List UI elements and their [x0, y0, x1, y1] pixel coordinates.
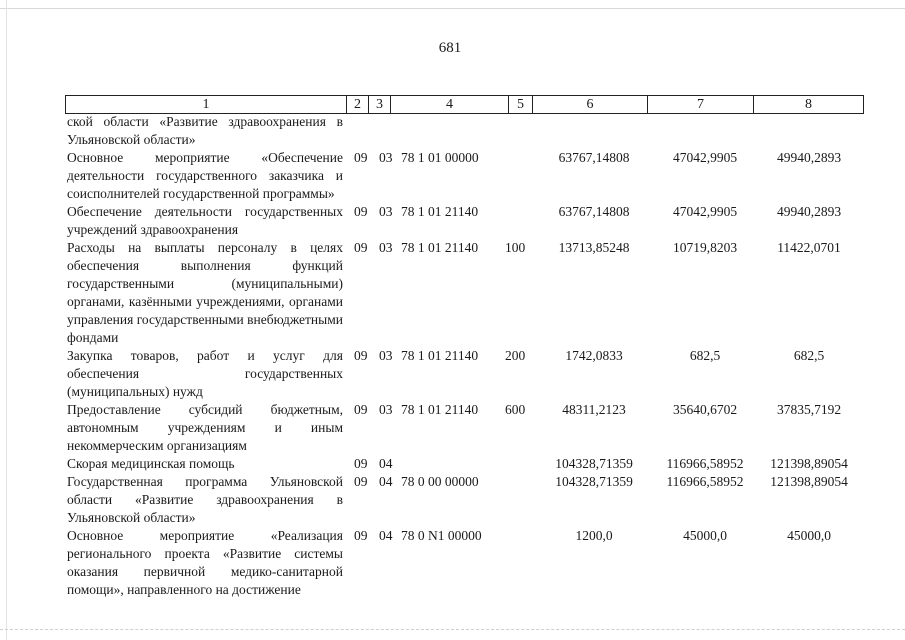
row-target-code: 78 1 01 21140: [401, 402, 479, 417]
table-row: [67, 113, 857, 149]
row-amount-col6: 1200,0: [575, 528, 613, 543]
row-expense-type: 100: [505, 240, 526, 255]
row-section: 09: [354, 474, 368, 489]
row-description: Предоставление субсидий бюджетным, автономным учреждениям и иным некоммерческим организациям: [67, 402, 343, 453]
row-amount-col8: 45000,0: [787, 528, 831, 543]
row-description: Государственная программа Ульяновской области «Развитие здравоохранения в Ульяновской области»: [67, 474, 343, 525]
row-section: 09: [354, 348, 368, 363]
row-expense-type: 200: [505, 348, 526, 363]
column-header-table: [65, 95, 864, 114]
row-target-code: 78 1 01 21140: [401, 348, 479, 363]
row-target-code: 78 1 01 21140: [401, 204, 479, 219]
page-number: 681: [438, 40, 462, 56]
column-header-7: 7: [648, 96, 754, 114]
row-subsection: 03: [379, 402, 393, 417]
table-row: [67, 203, 857, 239]
row-amount-col6: 13713,85248: [558, 240, 630, 255]
row-expense-type: 600: [505, 402, 526, 417]
row-description: Основное мероприятие «Обеспечение деятельности государственного заказчика и соисполнителей государственной программы»: [67, 150, 343, 201]
column-header-1: 1: [66, 96, 347, 114]
table-row: [67, 527, 857, 599]
table-row: [67, 455, 857, 473]
column-header-6: 6: [533, 96, 648, 114]
row-amount-col7: 35640,6702: [672, 402, 738, 417]
column-header-row: [66, 96, 864, 114]
row-amount-col6: 104328,71359: [555, 474, 633, 489]
row-amount-col6: 63767,14808: [558, 150, 630, 165]
row-section: 09: [354, 204, 368, 219]
row-amount-col7: 116966,58952: [666, 474, 744, 489]
row-amount-col8: 682,5: [793, 348, 825, 363]
row-description: Обеспечение деятельности государственных учреждений здравоохранения: [67, 204, 343, 237]
column-header-8: 8: [754, 96, 864, 114]
row-amount-col6: 1742,0833: [565, 348, 623, 363]
row-description: Скорая медицинская помощь: [67, 456, 235, 471]
row-description: Основное мероприятие «Реализация регионального проекта «Развитие системы оказания первичной медико-санитарной помощи», направленного на достижение: [67, 528, 343, 597]
column-header-2: 2: [347, 96, 369, 114]
row-description: Закупка товаров, работ и услуг для обеспечения государственных (муниципальных) нужд: [67, 348, 343, 399]
row-subsection: 04: [379, 456, 393, 471]
table-row: [67, 239, 857, 347]
row-amount-col7: 116966,58952: [666, 456, 744, 471]
row-amount-col7: 10719,8203: [672, 240, 738, 255]
budget-rows: [67, 113, 857, 599]
row-target-code: 78 0 N1 00000: [401, 528, 482, 543]
row-subsection: 03: [379, 348, 393, 363]
row-section: 09: [354, 150, 368, 165]
row-target-code: 78 1 01 00000: [401, 150, 479, 165]
row-amount-col8: 49940,2893: [776, 204, 842, 219]
row-target-code: 78 1 01 21140: [401, 240, 479, 255]
row-section: 09: [354, 402, 368, 417]
row-amount-col7: 47042,9905: [672, 204, 738, 219]
row-amount-col8: 11422,0701: [777, 240, 841, 255]
row-subsection: 03: [379, 204, 393, 219]
row-subsection: 04: [379, 474, 393, 489]
page-top-edge: [0, 0, 905, 9]
column-header-5: 5: [509, 96, 533, 114]
row-amount-col8: 37835,7192: [776, 402, 842, 417]
row-subsection: 04: [379, 528, 393, 543]
row-section: 09: [354, 528, 368, 543]
row-amount-col8: 121398,89054: [770, 456, 848, 471]
row-section: 09: [354, 240, 368, 255]
row-amount-col8: 121398,89054: [770, 474, 848, 489]
row-amount-col6: 48311,2123: [562, 402, 626, 417]
column-header-4: 4: [391, 96, 509, 114]
row-amount-col8: 49940,2893: [776, 150, 842, 165]
row-description: Расходы на выплаты персоналу в целях обеспечения выполнения функций государственными (муниципальными) органами, казёнными учреждениями, органами управления государственными внебюджетными фондами: [67, 240, 343, 345]
table-row: [67, 401, 857, 455]
row-description: ской области «Развитие здравоохранения в Ульяновской области»: [67, 114, 343, 147]
row-amount-col6: 63767,14808: [558, 204, 630, 219]
table-row: [67, 347, 857, 401]
row-amount-col7: 47042,9905: [672, 150, 738, 165]
table-row: [67, 473, 857, 527]
row-section: 09: [354, 456, 368, 471]
row-target-code: 78 0 00 00000: [401, 474, 479, 489]
page-bottom-edge: [0, 629, 905, 630]
row-amount-col7: 682,5: [689, 348, 721, 363]
page-left-edge: [6, 0, 7, 640]
row-subsection: 03: [379, 240, 393, 255]
row-amount-col6: 104328,71359: [555, 456, 633, 471]
column-header-3: 3: [369, 96, 391, 114]
row-subsection: 03: [379, 150, 393, 165]
table-row: [67, 149, 857, 203]
row-amount-col7: 45000,0: [683, 528, 727, 543]
